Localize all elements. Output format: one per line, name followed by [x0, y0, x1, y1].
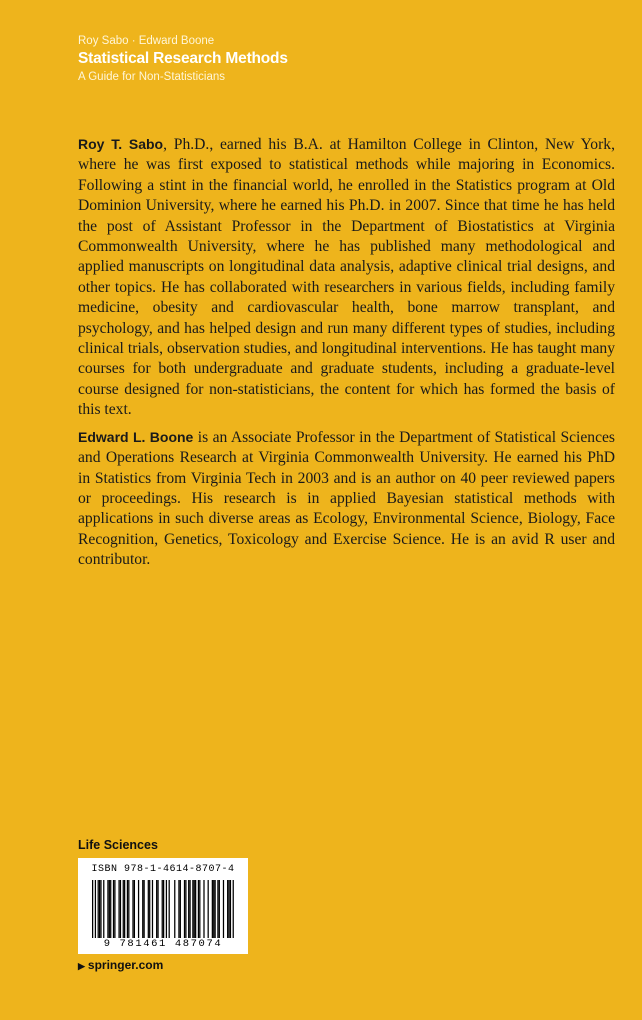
barcode-stripe [163, 880, 164, 938]
barcode-stripe [185, 880, 186, 938]
barcode-stripe [128, 880, 129, 938]
barcode-stripe [109, 880, 110, 938]
barcode-stripe [124, 880, 125, 938]
barcode-stripe [100, 880, 101, 938]
barcode-stripe [213, 880, 214, 938]
barcode-stripe [120, 880, 121, 938]
barcode-stripe [189, 880, 190, 938]
barcode-stripe [132, 880, 133, 938]
barcode-stripe [217, 880, 218, 938]
barcode-stripe [223, 880, 224, 938]
isbn-barcode [78, 858, 248, 954]
barcode-stripe [113, 880, 114, 938]
isbn-label: ISBN 978-1-4614-8707-4 [91, 864, 235, 875]
barcode-stripe [219, 880, 220, 938]
barcode-stripe [228, 880, 229, 938]
barcode-stripe [227, 880, 228, 938]
publisher-link[interactable] [78, 958, 163, 972]
barcode-stripe [107, 880, 108, 938]
barcode-stripe [123, 880, 124, 938]
barcode-stripe [178, 880, 179, 938]
barcode-stripe [192, 880, 193, 938]
barcode-stripe [184, 880, 185, 938]
book-title: Statistical Research Methods [78, 50, 288, 67]
barcode-stripe [152, 880, 153, 938]
author-bios [78, 134, 615, 577]
barcode-stripe [180, 880, 181, 938]
barcode-stripe [174, 880, 175, 938]
barcode-stripe [198, 880, 199, 938]
barcode-stripe [142, 880, 143, 938]
barcode-stripe [199, 880, 200, 938]
bio-text: , Ph.D., earned his B.A. at Hamilton College in Clinton, New York, where he was first exposed to statistical methods while majoring in Economics. Following a stint in the financial world, he enrolled in the Statistics program at Old Dominion University, where he earned his Ph.D. in 2007. Since that time he has held the post of Assistant Professor in the Department of Biostatistics at Virginia Commonwealth University, where he has published many methodological and applied manuscripts on longitudinal data analysis, adaptive clinical trial designs, and other topics. He has collaborated with researchers in various fields, including family medicine, obesity and cardiovascular health, bone marrow transplant, and psychology, and has helped design and run many different types of studies, including clinical trials, observation studies, and longitudinal interventions. He has taught many courses for both undergraduate and graduate students, including a graduate-level course designed for non-statisticians, the content for which has formed the basis of this text. [78, 136, 615, 419]
barcode-bars [92, 880, 234, 938]
authors-line: Roy Sabo · Edward Boone [78, 35, 215, 47]
bio-text: is an Associate Professor in the Department of Statistical Sciences and Operations Research at Virginia Commonwealth University. He earned his PhD in Statistics from Virginia Tech in 2003 and is an author on 40 peer reviewed papers or proceedings. His research is in applied Bayesian statistical methods with applications in such diverse areas as Ecology, Environmental Science, Biology, Face Recognition, Genetics, Toxicology and Exercise Science. He is an avid R user and contributor. [78, 428, 615, 569]
bio-sabo [78, 134, 615, 421]
barcode-stripe [99, 880, 100, 938]
barcode-stripe [148, 880, 149, 938]
barcode-stripe [194, 880, 195, 938]
barcode-stripe [156, 880, 157, 938]
barcode-stripe [230, 880, 231, 938]
barcode-stripe [144, 880, 145, 938]
barcode-stripe [215, 880, 216, 938]
barcode-stripe [134, 880, 135, 938]
publisher-url: springer.com [87, 958, 164, 972]
barcode-stripe [95, 880, 96, 938]
barcode-stripe [188, 880, 189, 938]
arrow-icon: ▶ [78, 961, 85, 971]
bio-name: Edward L. Boone [78, 428, 194, 445]
book-subtitle: A Guide for Non-Statisticians [78, 71, 226, 83]
book-header [78, 34, 288, 84]
barcode-stripe [98, 880, 99, 938]
barcode-stripe [203, 880, 204, 938]
bio-name: Roy T. Sabo [78, 136, 164, 152]
barcode-stripe [166, 880, 167, 938]
barcode-digits: 9 781461 487074 [103, 938, 223, 950]
barcode-stripe [110, 880, 111, 938]
barcode-stripe [127, 880, 128, 938]
barcode-stripe [149, 880, 150, 938]
barcode-stripe [212, 880, 213, 938]
barcode-stripe [157, 880, 158, 938]
barcode-stripe [195, 880, 196, 938]
barcode-stripe [208, 880, 209, 938]
barcode-stripe [138, 880, 139, 938]
barcode-stripe [114, 880, 115, 938]
barcode-stripe [118, 880, 119, 938]
category-label: Life Sciences [78, 838, 158, 852]
barcode-stripe [162, 880, 163, 938]
barcode-stripe [233, 880, 234, 938]
barcode-stripe [92, 880, 93, 938]
barcode-stripe [169, 880, 170, 938]
barcode-stripe [103, 880, 104, 938]
bio-boone [78, 427, 615, 571]
